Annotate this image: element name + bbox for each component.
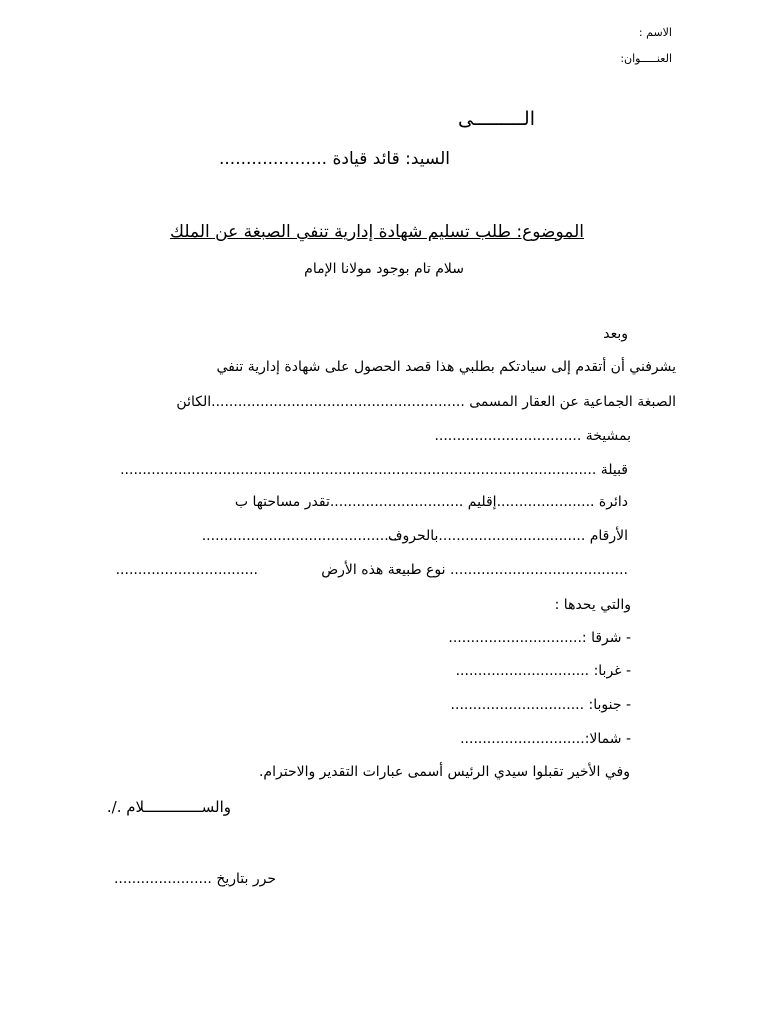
salutation: والســـــــــــــلام ./. — [106, 798, 231, 816]
body-line-6: الأرقام .................................بالحروف — [387, 528, 628, 544]
greeting: سلام تام بوجود مولانا الإمام — [304, 261, 464, 277]
body-line-1: يشرفني أن أتقدم إلى سيادتكم بطلبي هذا قصد الحصول على شهادة إدارية تنفي — [216, 359, 676, 375]
body-line-4: قبيلة ........................................................................................................... — [120, 462, 628, 478]
address-label: العنـــــوان: — [620, 52, 672, 65]
recipient-title: السيد: قائد قيادة .................... — [218, 149, 450, 169]
body-opening: وبعد — [603, 326, 628, 342]
subject-line: الموضوع: طلب تسليم شهادة إدارية تنفي الصبغة عن الملك — [170, 222, 584, 242]
recipient-to: الـــــــــى — [457, 108, 535, 130]
body-line-3: بمشيخة ................................. — [434, 428, 631, 444]
bound-east: - شرقا :.............................. — [448, 630, 631, 646]
bound-north: - شمالا:............................ — [460, 731, 631, 747]
bound-west: - غربا: .............................. — [455, 663, 631, 679]
closing-line: وفي الأخير تقبلوا سيدي الرئيس أسمى عبارات التقدير والاحترام. — [258, 764, 630, 780]
bounds-intro: والتي يحدها : — [554, 597, 631, 613]
bound-south: - جنوبا: .............................. — [450, 697, 631, 713]
body-line-2: الصبغة الجماعية عن العقار المسمى .........................................................الكائن — [176, 394, 676, 410]
body-line-7: ........................................ نوع طبيعة هذه الأرض — [321, 562, 628, 578]
name-label: الاسم : — [638, 26, 672, 39]
date-line: حرر بتاريخ ...................... — [113, 871, 276, 887]
body-line-7-dots: ................................ — [115, 562, 258, 578]
body-line-5: دائرة ......................إقليم ..............................تقدر مساحتها ب — [234, 494, 628, 510]
body-line-6-dots: ............................................. — [201, 528, 402, 544]
